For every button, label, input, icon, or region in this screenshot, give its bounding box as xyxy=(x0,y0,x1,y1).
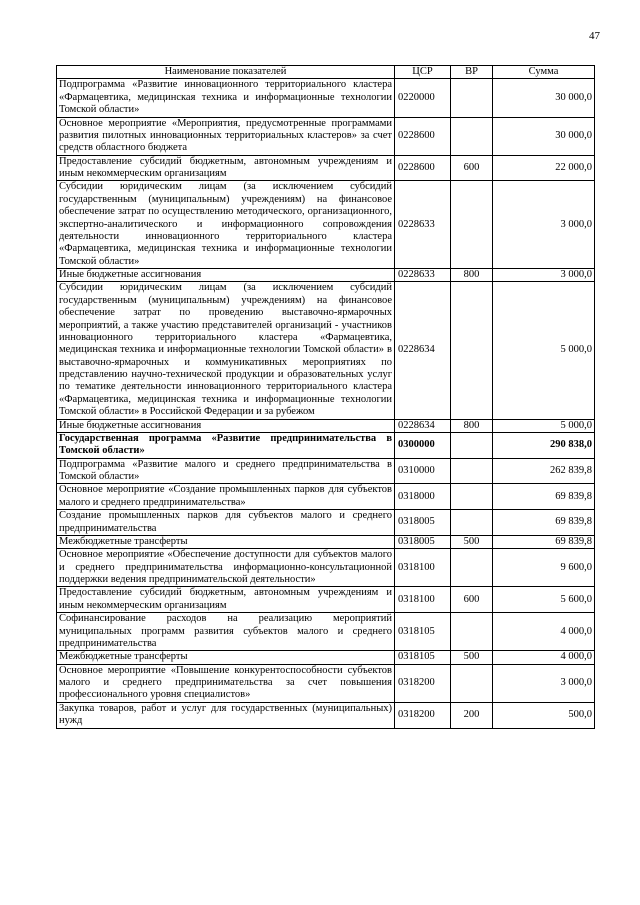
csr-cell: 0318100 xyxy=(395,587,451,613)
name-cell: Основное мероприятие «Повышение конкурентоспособности субъектов малого и среднего предпринимательства за счет повышения профессионального уровня специалистов» xyxy=(57,664,395,702)
table-row xyxy=(57,269,595,282)
csr-cell: 0220000 xyxy=(395,79,451,117)
csr-cell: 0318000 xyxy=(395,484,451,510)
csr-cell: 0318100 xyxy=(395,549,451,587)
vr-cell xyxy=(451,432,493,458)
vr-cell: 800 xyxy=(451,269,493,282)
budget-table xyxy=(56,65,595,729)
csr-cell: 0228634 xyxy=(395,282,451,419)
table-row xyxy=(57,117,595,155)
csr-cell: 0318200 xyxy=(395,702,451,728)
name-cell: Межбюджетные трансферты xyxy=(57,535,395,548)
name-cell: Основное мероприятие «Создание промышленных парков для субъектов малого и среднего предпринимательства» xyxy=(57,484,395,510)
csr-cell: 0310000 xyxy=(395,458,451,484)
csr-cell: 0318105 xyxy=(395,613,451,651)
sum-cell: 69 839,8 xyxy=(493,484,595,510)
name-cell: Иные бюджетные ассигнования xyxy=(57,269,395,282)
csr-cell: 0318005 xyxy=(395,535,451,548)
sum-cell: 9 600,0 xyxy=(493,549,595,587)
csr-cell: 0228600 xyxy=(395,117,451,155)
vr-cell xyxy=(451,613,493,651)
sum-cell: 3 000,0 xyxy=(493,664,595,702)
csr-cell: 0228633 xyxy=(395,181,451,269)
sum-cell: 4 000,0 xyxy=(493,613,595,651)
sum-cell: 262 839,8 xyxy=(493,458,595,484)
vr-cell: 600 xyxy=(451,155,493,181)
vr-cell xyxy=(451,510,493,536)
table-row xyxy=(57,651,595,664)
vr-cell xyxy=(451,484,493,510)
vr-cell xyxy=(451,458,493,484)
vr-cell xyxy=(451,282,493,419)
csr-cell: 0228633 xyxy=(395,269,451,282)
sum-cell: 4 000,0 xyxy=(493,651,595,664)
table-row xyxy=(57,432,595,458)
sum-cell: 30 000,0 xyxy=(493,79,595,117)
table-row xyxy=(57,484,595,510)
table-row xyxy=(57,282,595,419)
table-row xyxy=(57,458,595,484)
name-cell: Основное мероприятие «Обеспечение доступности для субъектов малого и среднего предпринимательства информационно-консультационной поддержки ведения предпринимательской деятельности» xyxy=(57,549,395,587)
csr-cell: 0318200 xyxy=(395,664,451,702)
page-number: 47 xyxy=(589,30,600,42)
sum-cell: 69 839,8 xyxy=(493,535,595,548)
vr-cell: 200 xyxy=(451,702,493,728)
name-cell: Основное мероприятие «Мероприятия, предусмотренные программами развития пилотных инновационных территориальных кластеров» за счет средств областного бюджета xyxy=(57,117,395,155)
table-row xyxy=(57,549,595,587)
table-row xyxy=(57,419,595,432)
vr-cell xyxy=(451,549,493,587)
name-cell: Иные бюджетные ассигнования xyxy=(57,419,395,432)
sum-cell: 22 000,0 xyxy=(493,155,595,181)
sum-cell: 290 838,0 xyxy=(493,432,595,458)
header-csr: ЦСР xyxy=(395,66,451,79)
vr-cell xyxy=(451,181,493,269)
name-cell: Подпрограмма «Развитие инновационного территориального кластера «Фармацевтика, медицинская техника и информационные технологии Томской области» xyxy=(57,79,395,117)
table-row xyxy=(57,181,595,269)
table-row xyxy=(57,587,595,613)
vr-cell: 500 xyxy=(451,651,493,664)
name-cell: Субсидии юридическим лицам (за исключением субсидий государственным (муниципальным) учреждениям) на финансовое обеспечение затрат по осуществлению методического, организационного, экспертно-аналитического и информационного сопровождения деятельности инновационного территориального кластера «Фармацевтика, медицинская техника и информационные технологии Томской области» xyxy=(57,181,395,269)
sum-cell: 3 000,0 xyxy=(493,269,595,282)
table-header-row xyxy=(57,66,595,79)
sum-cell: 5 600,0 xyxy=(493,587,595,613)
table-row xyxy=(57,664,595,702)
name-cell: Государственная программа «Развитие предпринимательства в Томской области» xyxy=(57,432,395,458)
csr-cell: 0228634 xyxy=(395,419,451,432)
name-cell: Межбюджетные трансферты xyxy=(57,651,395,664)
sum-cell: 5 000,0 xyxy=(493,282,595,419)
vr-cell: 800 xyxy=(451,419,493,432)
vr-cell: 500 xyxy=(451,535,493,548)
vr-cell: 600 xyxy=(451,587,493,613)
csr-cell: 0318005 xyxy=(395,510,451,536)
name-cell: Предоставление субсидий бюджетным, автономным учреждениям и иным некоммерческим организациям xyxy=(57,155,395,181)
header-sum: Сумма xyxy=(493,66,595,79)
vr-cell xyxy=(451,117,493,155)
table-row xyxy=(57,702,595,728)
sum-cell: 5 000,0 xyxy=(493,419,595,432)
table-row xyxy=(57,535,595,548)
sum-cell: 3 000,0 xyxy=(493,181,595,269)
header-vr: ВР xyxy=(451,66,493,79)
name-cell: Создание промышленных парков для субъектов малого и среднего предпринимательства xyxy=(57,510,395,536)
header-name: Наименование показателей xyxy=(57,66,395,79)
name-cell: Предоставление субсидий бюджетным, автономным учреждениям и иным некоммерческим организациям xyxy=(57,587,395,613)
sum-cell: 500,0 xyxy=(493,702,595,728)
csr-cell: 0228600 xyxy=(395,155,451,181)
csr-cell: 0318105 xyxy=(395,651,451,664)
sum-cell: 30 000,0 xyxy=(493,117,595,155)
table-row xyxy=(57,79,595,117)
csr-cell: 0300000 xyxy=(395,432,451,458)
table-row xyxy=(57,510,595,536)
sum-cell: 69 839,8 xyxy=(493,510,595,536)
name-cell: Подпрограмма «Развитие малого и среднего предпринимательства в Томской области» xyxy=(57,458,395,484)
name-cell: Субсидии юридическим лицам (за исключением субсидий государственным (муниципальным) учреждениям) на финансовое обеспечение затрат по проведению выставочно-ярмарочных мероприятий, а также участию представителей организаций - участников инновационного территориального кластера «Фармацевтика, медицинская техника и информационные технологии Томской области» в выставочно-ярмарочных и коммуникативных мероприятиях по представлению научно-технической продукции и образовательных услуг по тематике деятельности инновационного территориального кластера «Фармацевтика, медицинская техника и информационные технологии Томской области» в Российской Федерации и за рубежом xyxy=(57,282,395,419)
table-row xyxy=(57,613,595,651)
vr-cell xyxy=(451,664,493,702)
name-cell: Закупка товаров, работ и услуг для государственных (муниципальных) нужд xyxy=(57,702,395,728)
vr-cell xyxy=(451,79,493,117)
name-cell: Софинансирование расходов на реализацию мероприятий муниципальных программ развития субъектов малого и среднего предпринимательства xyxy=(57,613,395,651)
table-row xyxy=(57,155,595,181)
